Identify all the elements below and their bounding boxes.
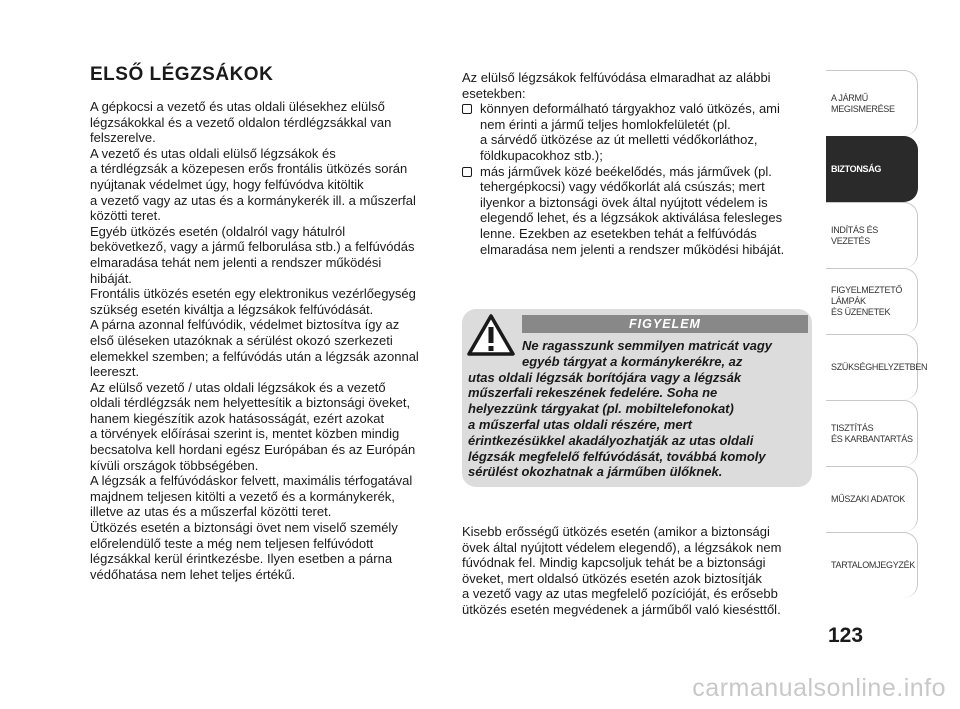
text-line: a vezető vagy az utas és a kormánykerék ill. a műszerfal xyxy=(90,192,416,208)
text-line: felszerelve. xyxy=(90,130,156,146)
text-line: műszerfali rekeszének fedelére. Soha ne xyxy=(468,385,718,401)
text-line: elmaradása nem jelenti a rendszer működési hibáját. xyxy=(480,241,785,257)
text-line: hibáját. xyxy=(90,270,132,286)
chapter-tab-label: A JÁRMŰ MEGISMERÉSE xyxy=(831,92,895,114)
text-line: illetve az utas és a műszerfal közötti teret. xyxy=(90,504,332,520)
text-line: A párna azonnal felfúvódik, védelmet biztosítva így az xyxy=(90,317,400,333)
warning-text xyxy=(468,338,806,480)
text-line: A vezető és utas oldali elülső légzsákok és xyxy=(90,145,336,161)
text-line: esetekben: xyxy=(462,85,526,101)
chapter-tab-label: TISZTÍTÁS ÉS KARBANTARTÁS xyxy=(831,422,913,444)
chapter-tab-label: SZÜKSÉGHELYZETBEN xyxy=(831,362,928,372)
chapter-tab[interactable] xyxy=(826,532,918,598)
warning-box xyxy=(462,309,812,487)
text-line: helyezzünk tárgyakat (pl. mobiltelefonokat) xyxy=(468,401,734,417)
right-intro-text xyxy=(462,70,812,101)
watermark: carmanualsonline.info xyxy=(692,674,946,702)
text-line: légzsák megfelelő felfúvódását, továbbá komoly xyxy=(468,448,766,464)
chapter-tab[interactable] xyxy=(826,136,918,202)
text-line: légzsákkal kerül érintkezésbe. Ilyen esetben a párna xyxy=(90,551,393,567)
text-line: szükség esetén kiváltja a légzsákok felfúvódását. xyxy=(90,301,374,317)
text-line: kívüli országok többségében. xyxy=(90,457,259,473)
text-line: majdnem teljesen kitölti a vezető és a kormánykerék, xyxy=(90,488,395,504)
text-line: lenne. Ezekben az esetekben tehát a felfúvódás xyxy=(480,225,757,241)
text-line: elemekkel szemben; a felfúvódás után a légzsák azonnal xyxy=(90,348,419,364)
text-line: a törvények előírásai szerint is, mentet közben mindig xyxy=(90,426,400,442)
text-line: egyéb tárgyat a kormánykerékre, az xyxy=(522,353,743,369)
text-line: földkupacokhoz stb.); xyxy=(480,147,603,163)
text-line: könnyen deformálható tárgyakhoz való ütközés, ami xyxy=(480,101,780,117)
text-line: Frontális ütközés esetén egy elektronikus vezérlőegység xyxy=(90,286,416,302)
text-line: sérülést okozhatnak a járműben ülőknek. xyxy=(468,464,723,480)
text-line: védőhatása nem lehet teljes értékű. xyxy=(90,566,296,582)
chapter-tab[interactable] xyxy=(826,70,918,136)
text-line: A gépkocsi a vezető és utas oldali ülésekhez elülső xyxy=(90,99,385,114)
left-column xyxy=(90,64,442,582)
left-body-text xyxy=(90,99,442,582)
text-line: Kisebb erősségű ütközés esetén (amikor a biztonsági xyxy=(462,524,770,539)
warning-title: FIGYELEM xyxy=(522,315,808,333)
bullet-list xyxy=(462,101,812,257)
text-line: ütközés esetén megvédenek a járműből való kiesésttől. xyxy=(462,601,781,617)
text-line: Az elülső vezető / utas oldali légzsákok és a vezető xyxy=(90,379,386,395)
chapter-tab[interactable] xyxy=(826,202,918,268)
text-line: tehergépkocsi) vagy védőkorlát alá csúszás; mert xyxy=(480,179,765,195)
text-line: utas oldali légzsák borítójára vagy a légzsák xyxy=(468,369,742,385)
text-line: más járművek közé beékelődés, más járművek (pl. xyxy=(480,163,772,179)
text-line: elegendő lehet, és a légzsákok aktiválása felesleges xyxy=(480,210,783,226)
text-line: leereszt. xyxy=(90,364,140,380)
chapter-tab[interactable] xyxy=(826,334,928,400)
text-line: első üléseken utazóknak a sérülést okozó szerkezeti xyxy=(90,332,393,348)
text-line: előrelendülő teste a még nem teljesen felfúvódott xyxy=(90,535,374,551)
chapter-tab-label: INDÍTÁS ÉS VEZETÉS xyxy=(831,224,879,246)
text-line: a sárvédő ütközése az út melletti védőkorláthoz, xyxy=(480,132,758,148)
chapter-tab-label: BIZTONSÁG xyxy=(831,164,882,174)
text-line: érintkezésükkel akadályozhatják az utas oldali xyxy=(468,432,754,448)
text-line: fúvódnak fel. Mindig kapcsoljuk tehát be a biztonsági xyxy=(462,555,766,571)
text-line: öveket, mert oldalsó ütközés esetén azok biztosítják xyxy=(462,570,762,586)
checkbox-bullet-icon xyxy=(462,104,472,114)
list-item xyxy=(462,164,812,258)
right-bottom-paragraph xyxy=(462,524,812,618)
text-line: Az elülső légzsákok felfúvódása elmaradhat az alábbi xyxy=(462,70,771,85)
chapter-tab-label: TARTALOMJEGYZÉK xyxy=(831,560,916,570)
chapter-tab-label: FIGYELMEZTETŐ LÁMPÁK ÉS ÜZENETEK xyxy=(831,285,903,317)
chapter-tab[interactable] xyxy=(826,400,918,466)
text-line: Ne ragasszunk semmilyen matricát vagy xyxy=(522,338,773,353)
list-item xyxy=(462,101,812,163)
page-number: 123 xyxy=(828,624,864,647)
text-line: bekövetkező, vagy a jármű felborulása stb.) a felfúvódás xyxy=(90,239,415,255)
text-line: légzsákokkal és a vezető oldalon térdlégzsákkal van xyxy=(90,114,392,130)
text-line: becsatolva kell hordani egész Európában és az Európán xyxy=(90,442,416,458)
text-line: övek által nyújtott védelem elegendő), a légzsákok nem xyxy=(462,539,782,555)
chapter-tab[interactable] xyxy=(826,466,918,532)
text-line: oldali térdlégzsák nem helyettesítik a biztonsági öveket, xyxy=(90,395,411,411)
chapter-tab-label: MŰSZAKI ADATOK xyxy=(831,494,905,504)
section-heading: ELSŐ LÉGZSÁKOK xyxy=(90,64,274,85)
right-column xyxy=(462,70,812,257)
text-line: nem érinti a jármű teljes homlokfelületét (pl. xyxy=(480,116,731,132)
checkbox-bullet-icon xyxy=(462,167,472,177)
chapter-tab[interactable] xyxy=(826,268,918,334)
text-line: a műszerfal utas oldali részére, mert xyxy=(468,416,692,432)
text-line: Egyéb ütközés esetén (oldalról vagy hátulról xyxy=(90,223,346,239)
text-line: hanem kiegészítik azok hatásosságát, ezért azokat xyxy=(90,410,385,426)
text-line: közötti teret. xyxy=(90,208,161,224)
text-line: Ütközés esetén a biztonsági övet nem viselő személy xyxy=(90,520,398,536)
text-line: ilyenkor a biztonsági övek által nyújtott védelem is xyxy=(480,194,768,210)
text-line: elmaradása tehát nem jelenti a rendszer működési xyxy=(90,254,382,270)
text-line: A légzsák a felfúvódáskor felvett, maximális térfogatával xyxy=(90,473,413,489)
text-line: a térdlégzsák a közepesen erős frontális ütközés során xyxy=(90,161,408,177)
text-line: nyújtanak védelmet úgy, hogy felfúvódva kitöltik xyxy=(90,176,364,192)
text-line: a vezető vagy az utas megfelelő pozícióját, és erősebb xyxy=(462,586,778,602)
chapter-tabs xyxy=(826,70,928,598)
